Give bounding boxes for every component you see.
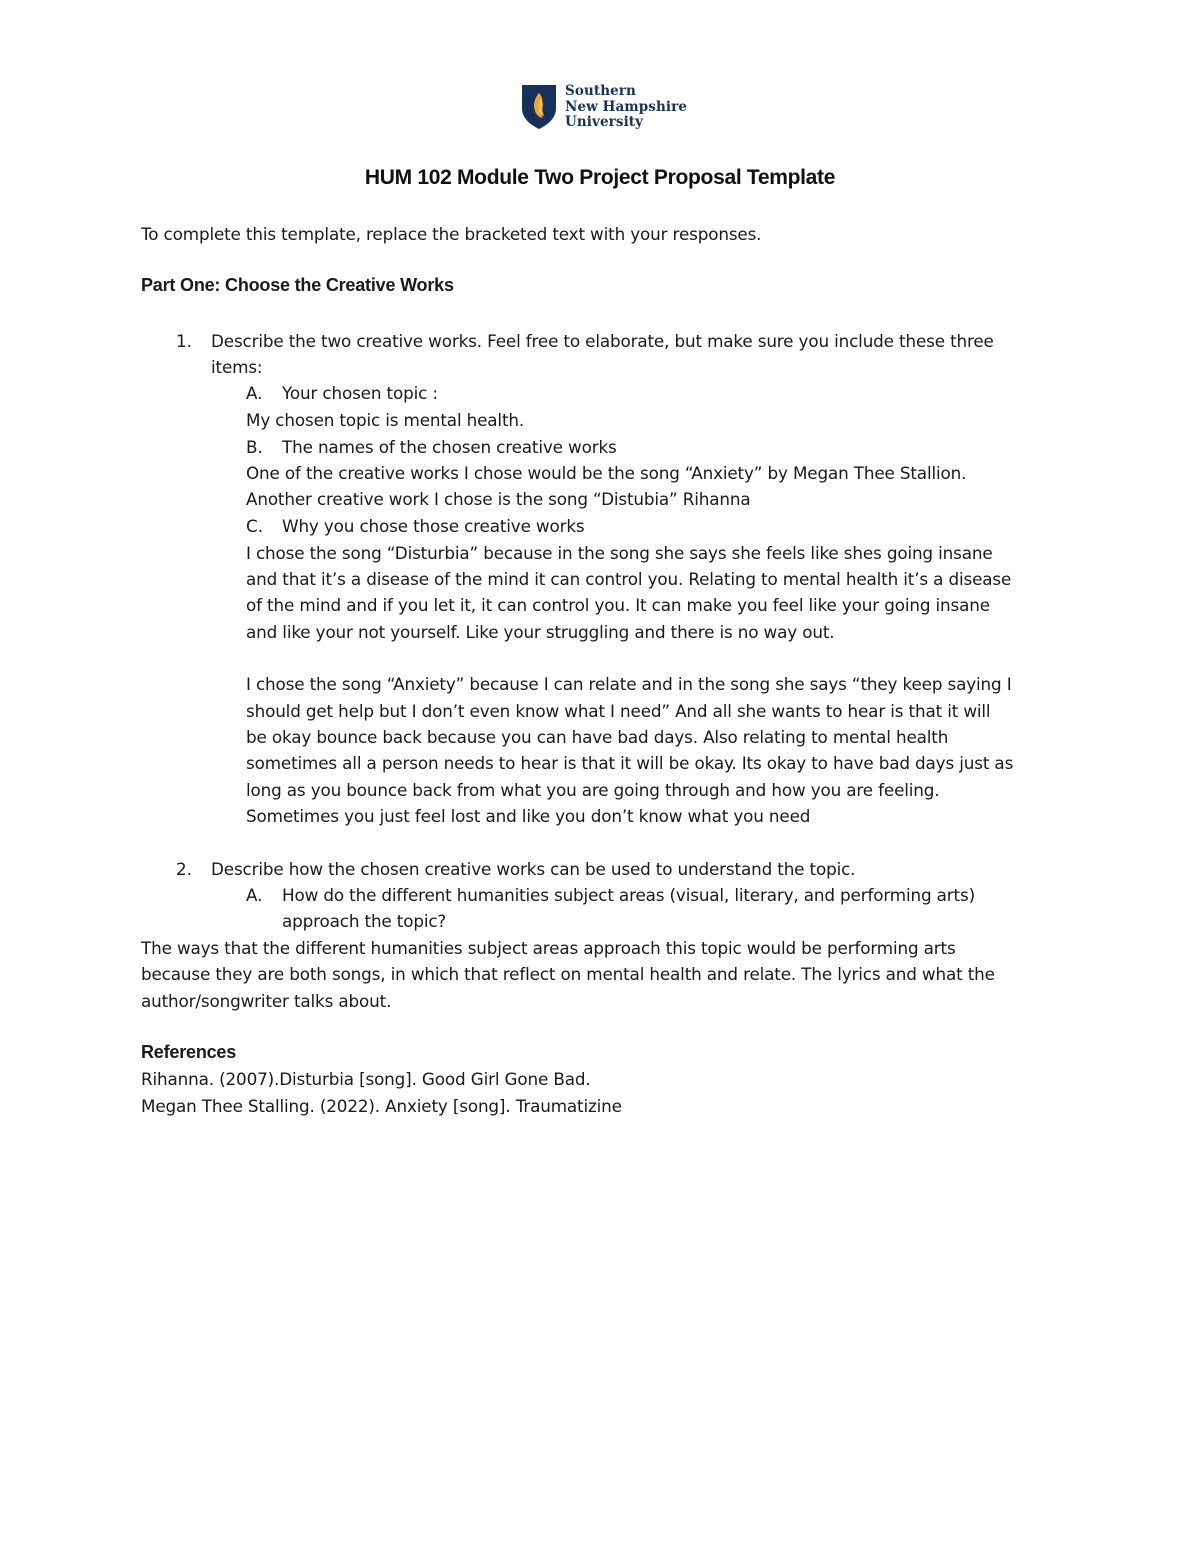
answer-c-line: be okay bounce back because you can have bad days. Also relating to mental health — [246, 727, 949, 747]
sub-question-2a-cont: approach the topic? — [282, 911, 447, 931]
answer-c-line: Sometimes you just feel lost and like you don’t know what you need — [246, 806, 811, 826]
answer-2-line: The ways that the different humanities subject areas approach this topic would be performing arts — [141, 938, 956, 958]
question-1-text-cont: items: — [211, 357, 263, 377]
answer-2-line: author/songwriter talks about. — [141, 991, 392, 1011]
logo-line: New Hampshire — [565, 98, 688, 115]
university-logo — [521, 84, 687, 131]
question-2-text: Describe how the chosen creative works can be used to understand the topic. — [211, 859, 856, 879]
sub-marker: B. — [246, 437, 263, 457]
logo-line: University — [565, 114, 644, 130]
answer-c-line: and like your not yourself. Like your struggling and there is no way out. — [246, 622, 835, 642]
answer-a: My chosen topic is mental health. — [246, 410, 525, 430]
references-heading: References — [141, 1042, 237, 1062]
answer-c-line: long as you bounce back from what you are going through and how you are feeling. — [246, 780, 940, 800]
answer-b-line: Another creative work I chose is the song “Distubia” Rihanna — [246, 489, 751, 509]
list-number: 2. — [176, 859, 193, 879]
sub-marker: C. — [246, 516, 264, 536]
reference-item: Rihanna. (2007).Disturbia [song]. Good Girl Gone Bad. — [141, 1069, 591, 1089]
answer-c-line: and that it’s a disease of the mind it can control you. Relating to mental health it’s a disease — [246, 569, 1012, 589]
answer-c-line: should get help but I don’t even know what I need” And all she wants to hear is that it will — [246, 701, 991, 721]
sub-question-a: Your chosen topic : — [282, 383, 438, 403]
sub-marker: A. — [246, 885, 263, 905]
question-1-text: Describe the two creative works. Feel free to elaborate, but make sure you include these three — [211, 331, 994, 351]
page-title: HUM 102 Module Two Project Proposal Template — [364, 166, 836, 189]
sub-marker: A. — [246, 383, 263, 403]
answer-c-line: I chose the song “Anxiety” because I can relate and in the song she says “they keep saying I — [246, 674, 1012, 694]
answer-c-line: sometimes all a person needs to hear is that it will be okay. Its okay to have bad days just as — [246, 753, 1014, 773]
sub-question-b: The names of the chosen creative works — [282, 437, 617, 457]
shield-flame-icon — [521, 84, 557, 130]
reference-item: Megan Thee Stalling. (2022). Anxiety [song]. Traumatizine — [141, 1096, 622, 1116]
list-number: 1. — [176, 331, 193, 351]
intro-text: To complete this template, replace the bracketed text with your responses. — [141, 224, 762, 244]
sub-question-c: Why you chose those creative works — [282, 516, 585, 536]
answer-b-line: One of the creative works I chose would be the song “Anxiety” by Megan Thee Stallion. — [246, 463, 967, 483]
part-one-heading: Part One: Choose the Creative Works — [141, 275, 454, 295]
answer-c-line: of the mind and if you let it, it can control you. It can make you feel like your going insane — [246, 595, 990, 615]
answer-2-line: because they are both songs, in which that reflect on mental health and relate. The lyrics and what the — [141, 964, 995, 984]
logo-wordmark — [565, 84, 687, 131]
answer-c-line: I chose the song “Disturbia” because in the song she says she feels like shes going insane — [246, 543, 993, 563]
sub-question-2a: How do the different humanities subject areas (visual, literary, and performing arts) — [282, 885, 975, 905]
logo-line: Southern — [565, 83, 636, 99]
